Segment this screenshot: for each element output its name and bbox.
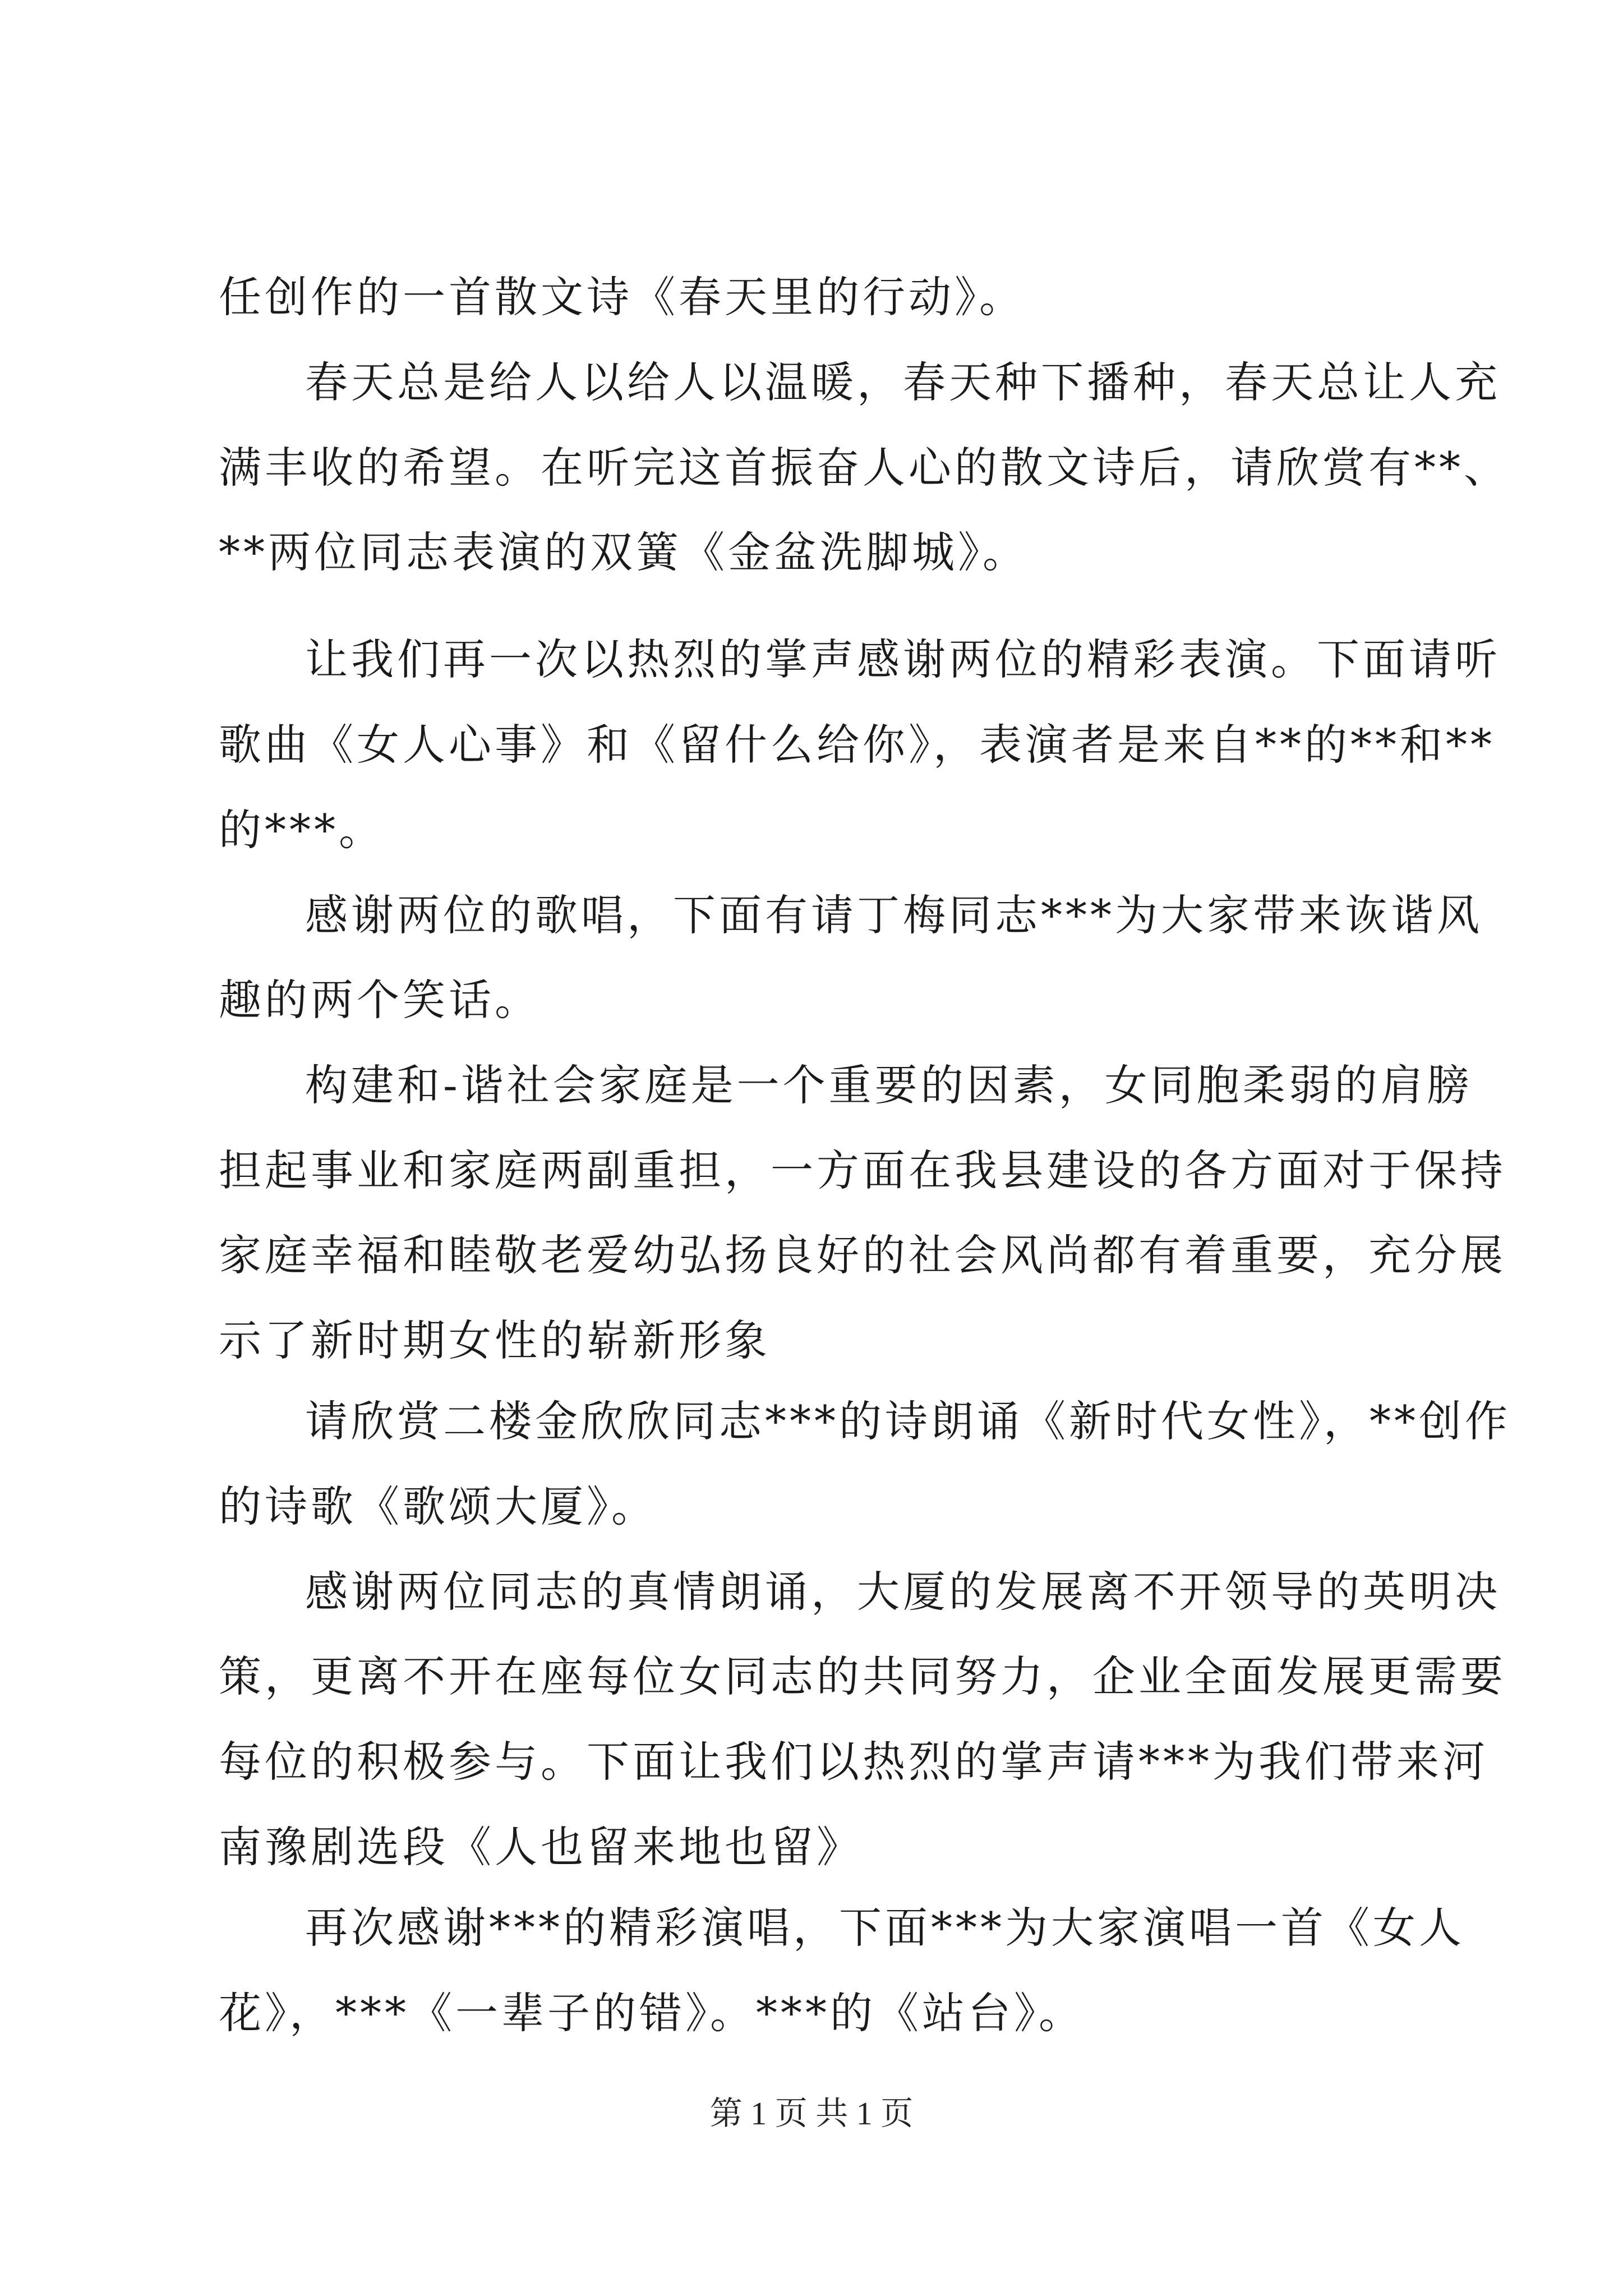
paragraph-line: 感谢两位同志的真情朗诵，大厦的发展离不开领导的英明决 [305, 1567, 1501, 1617]
paragraph-line: 每位的积极参与。下面让我们以热烈的掌声请***为我们带来河 [219, 1737, 1488, 1787]
paragraph-line: 策，更离不开在座每位女同志的共同努力，企业全面发展更需要 [219, 1651, 1506, 1701]
paragraph-line: 歌曲《女人心事》和《留什么给你》，表演者是来自**的**和** [219, 720, 1495, 770]
paragraph-line: 感谢两位的歌唱，下面有请丁梅同志***为大家带来诙谐风 [305, 890, 1483, 940]
paragraph-line: 花》，***《一辈子的错》。***的《站台》。 [219, 1988, 1085, 2038]
paragraph-line: 趣的两个笑话。 [219, 975, 541, 1025]
page-number-footer: 第 1 页 共 1 页 [709, 2095, 914, 2132]
paragraph-line: **两位同志表演的双簧《金盆洗脚城》。 [219, 527, 1029, 577]
paragraph-line: 构建和-谐社会家庭是一个重要的因素，女同胞柔弱的肩膀 [305, 1060, 1473, 1110]
paragraph-line: 任创作的一首散文诗《春天里的行动》。 [219, 272, 1025, 322]
paragraph-line: 的诗歌《歌颂大厦》。 [219, 1481, 657, 1531]
paragraph-line: 再次感谢***的精彩演唱，下面***为大家演唱一首《女人 [305, 1903, 1465, 1953]
paragraph-line: 春天总是给人以给人以温暖，春天种下播种，春天总让人充 [305, 357, 1501, 407]
paragraph-line: 家庭幸福和睦敬老爱幼弘扬良好的社会风尚都有着重要，充分展 [219, 1230, 1506, 1280]
paragraph-line: 满丰收的希望。在听完这首振奋人心的散文诗后，请欣赏有**、 [219, 443, 1510, 493]
paragraph-line: 南豫剧选段《人也留来地也留》 [219, 1822, 863, 1872]
paragraph-line: 的***。 [219, 805, 385, 855]
paragraph-line: 请欣赏二楼金欣欣同志***的诗朗诵《新时代女性》，**创作 [305, 1396, 1511, 1446]
paragraph-line: 示了新时期女性的崭新形象 [219, 1315, 771, 1365]
paragraph-line: 让我们再一次以热烈的掌声感谢两位的精彩表演。下面请听 [305, 634, 1501, 684]
paragraph-line: 担起事业和家庭两副重担，一方面在我县建设的各方面对于保持 [219, 1145, 1506, 1195]
